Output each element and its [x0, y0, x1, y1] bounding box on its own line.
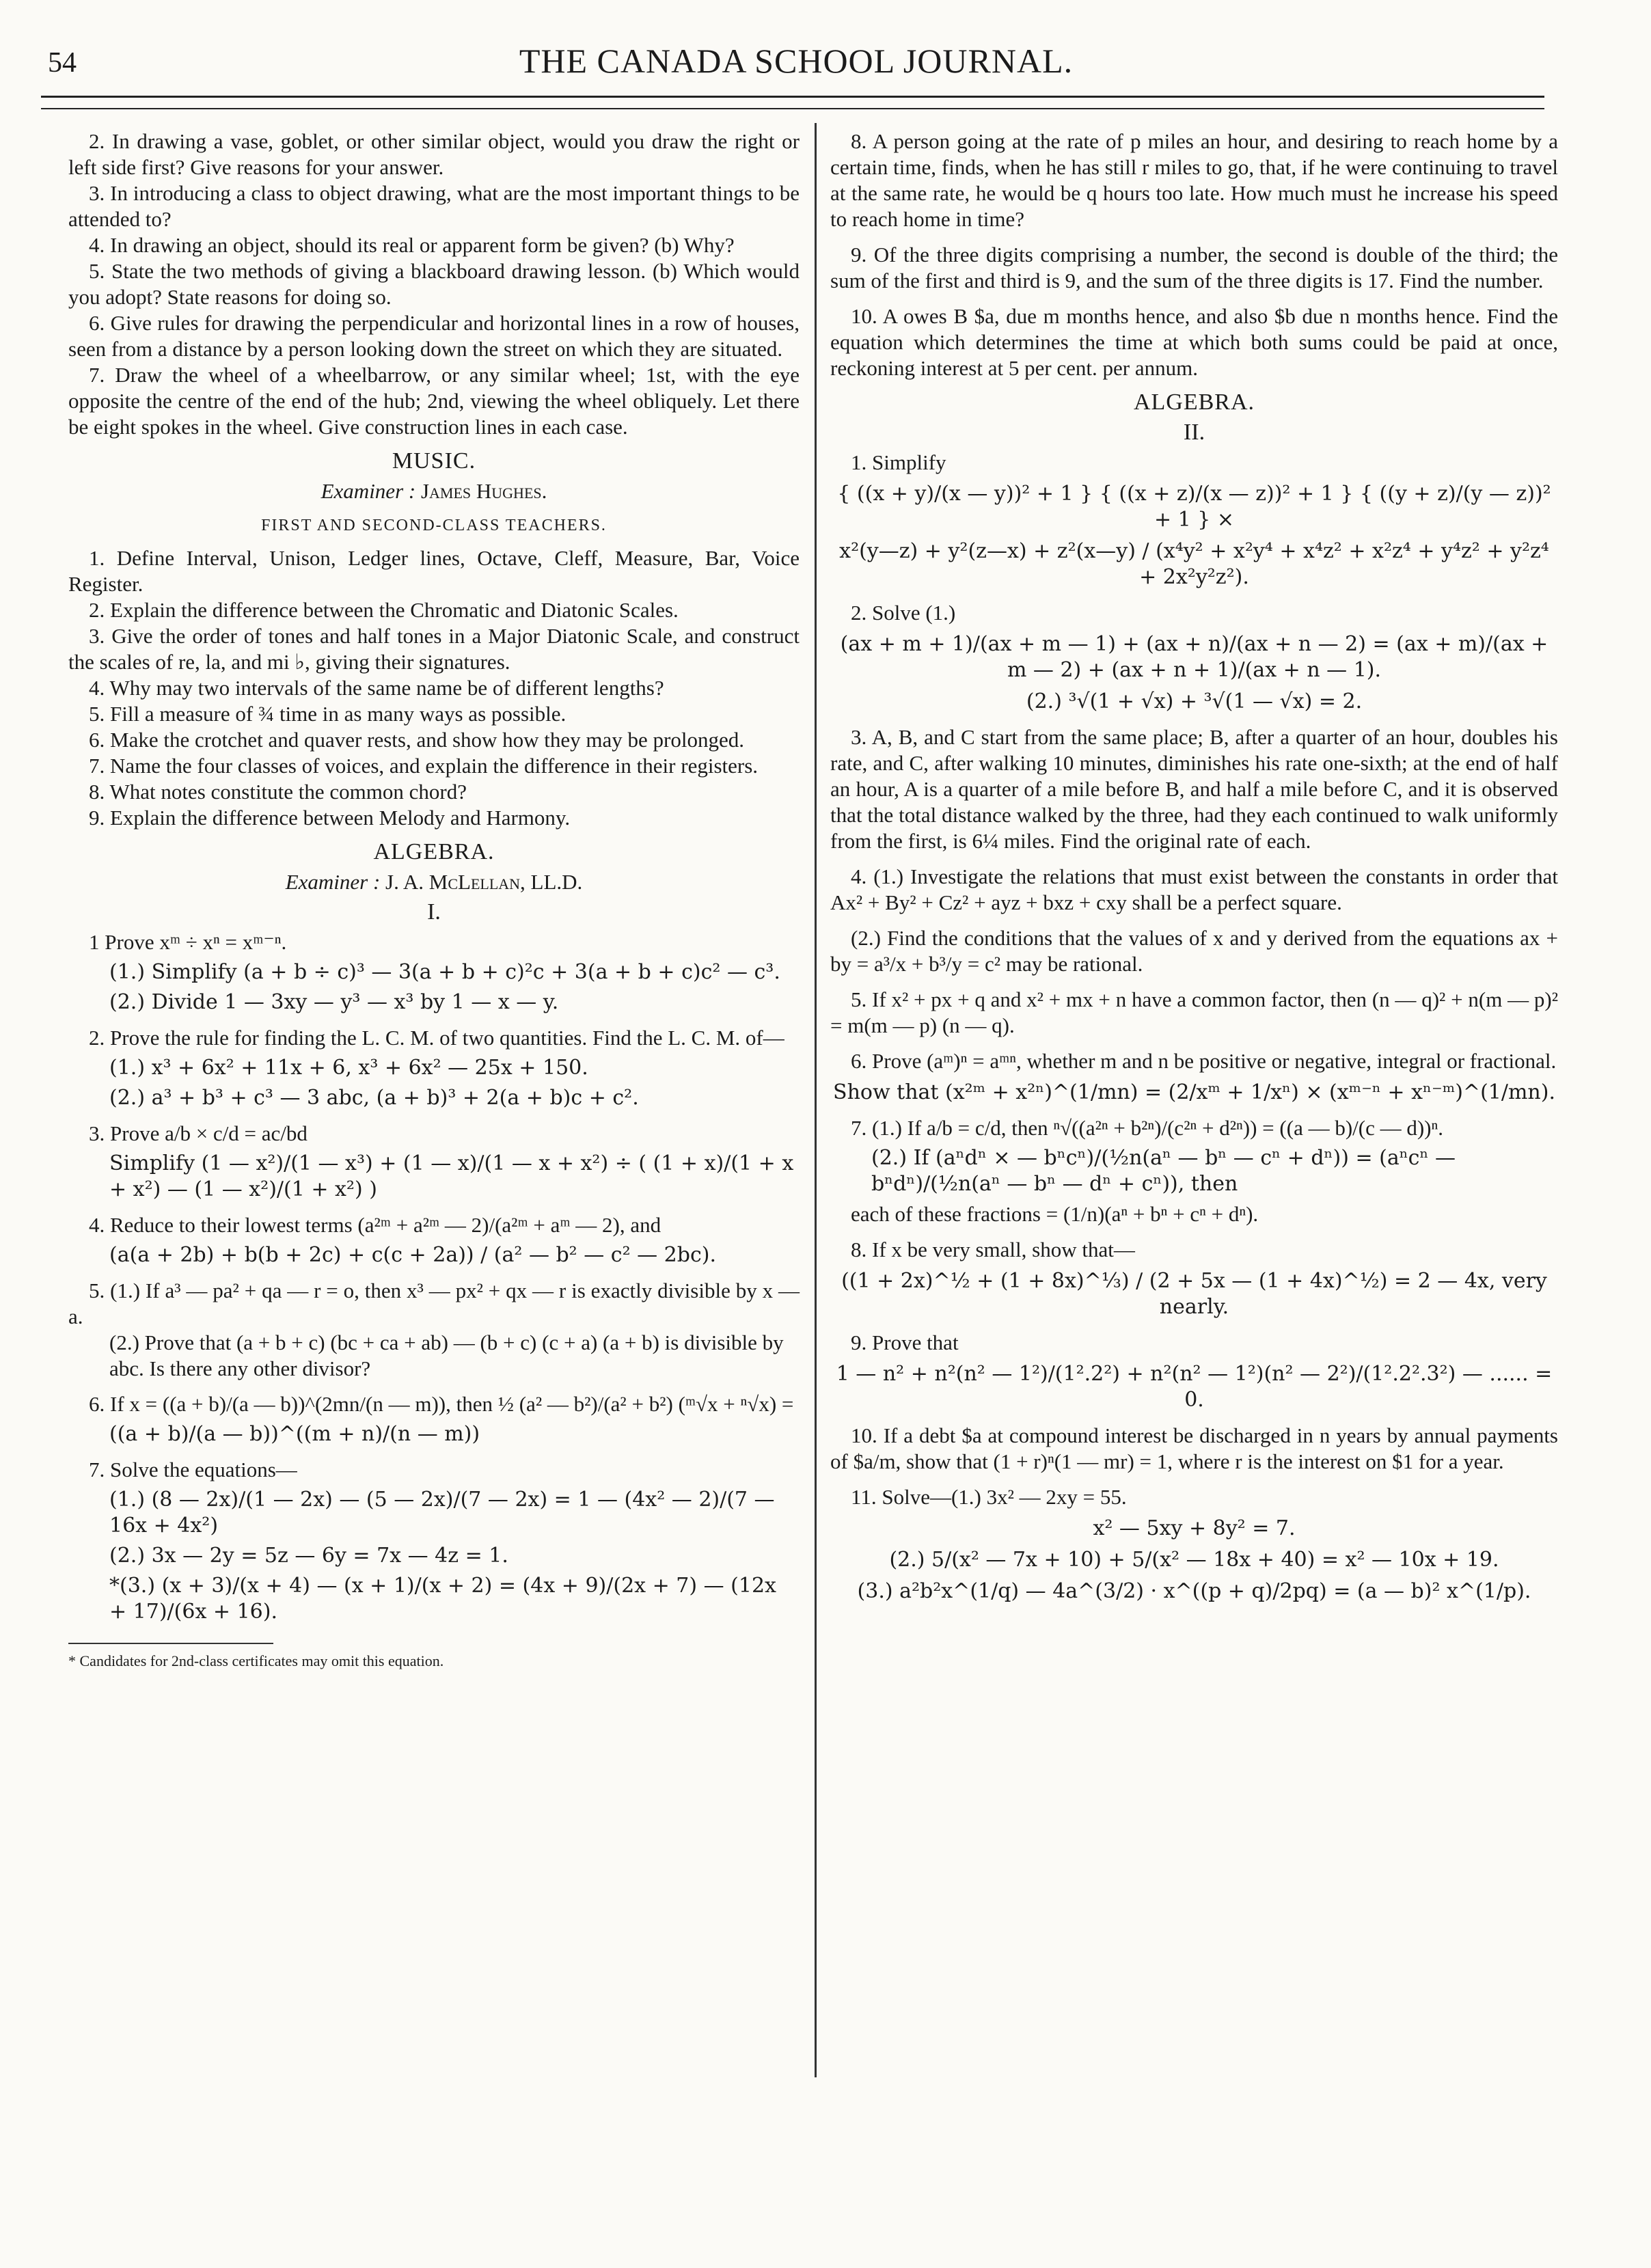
header-rule-bottom: [41, 108, 1544, 109]
drawing-question: 4. In drawing an object, should its real or apparent form be given? (b) Why?: [89, 233, 735, 257]
algebra-equation: (2.) ³√(1 + √x) + ³√(1 — √x) = 2.: [1026, 689, 1363, 713]
column-divider: [815, 123, 817, 2077]
arithmetic-question: 9. Of the three digits comprising a number, the second is double of the third; the sum of the first and third is 9, and the sum of the three digits is 17. Find the number.: [830, 243, 1558, 292]
drawing-question: 7. Draw the wheel of a wheelbarrow, or any similar wheel; 1st, with the eye opposite the centre of the end of the hub; 2nd, viewing the wheel obliquely. Let there be eight spokes in the wheel. Give construction lines in each case.: [68, 363, 800, 439]
music-question: 4. Why may two intervals of the same name be of different lengths?: [89, 676, 664, 700]
algebra-question: 3. A, B, and C start from the same place; B, after a quarter of an hour, doubles his rate, and C, after walking 10 minutes, diminishes his rate one-sixth; at the end of half an hour, A is a quarter of a mile before B, and half a mile before C, and it is observed that the total distance walked by the three, had they each continued to walk uniformly from the first, is 6¼ miles. Find the original rate of each.: [830, 725, 1558, 853]
algebra-question: 11. Solve—(1.) 3x² — 2xy = 55.: [851, 1485, 1127, 1509]
left-column: [68, 128, 800, 1674]
journal-title: THE CANADA SCHOOL JOURNAL.: [519, 42, 1074, 80]
algebra-question: 2. Solve (1.): [851, 601, 956, 625]
algebra-heading: ALGEBRA.: [1133, 390, 1255, 415]
music-question: 1. Define Interval, Unison, Ledger lines, Octave, Cleff, Measure, Bar, Voice Register.: [68, 546, 800, 596]
music-heading: MUSIC.: [392, 448, 476, 474]
algebra-expression: ((1 + 2x)^½ + (1 + 8x)^⅓) / (2 + 5x — (1 + 4x)^½) = 2 — 4x, very nearly.: [841, 1269, 1547, 1319]
header-rule-top: [41, 96, 1544, 98]
arithmetic-question: 10. A owes B $a, due m months hence, and also $b due n months hence. Find the equation which determines the time at which both sums could be paid at once, reckoning interest at 5 per cent. per annum.: [830, 304, 1558, 380]
algebra-question: 9. Prove that: [851, 1330, 959, 1354]
algebra-subquestion: (1.) x³ + 6x² + 11x + 6, x³ + 6x² — 25x + 150.: [109, 1056, 588, 1080]
algebra-expression: (a(a + 2b) + b(b + 2c) + c(c + 2a)) / (a² — b² — c² — 2bc).: [109, 1243, 717, 1267]
algebra-question: 7. (1.) If a/b = c/d, then ⁿ√((a²ⁿ + b²ⁿ)/(c²ⁿ + d²ⁿ)) = ((a — b)/(c — d))ⁿ.: [851, 1116, 1444, 1140]
algebra-paper-number: II.: [1183, 420, 1205, 445]
algebra-question: 10. If a debt $a at compound interest be discharged in n years by annual payments of $a/m, show that (1 + r)ⁿ(1 — mr) = 1, where r is the interest on $1 for a year.: [830, 1423, 1558, 1473]
algebra-equation: *(3.) (x + 3)/(x + 4) — (x + 1)/(x + 2) = (4x + 9)/(2x + 7) — (12x + 17)/(6x + 16).: [109, 1574, 776, 1624]
footnote: * Candidates for 2nd-class certificates may omit this equation.: [68, 1643, 273, 1674]
music-question: 5. Fill a measure of ¾ time in as many ways as possible.: [89, 702, 567, 726]
algebra-question: 5. If x² + px + q and x² + mx + n have a common factor, then (n — q)² + n(m — p)² = m(m — p) (n — q).: [830, 987, 1558, 1037]
algebra-question: 4. Reduce to their lowest terms (a²ᵐ + a²ᵐ — 2)/(a²ᵐ + aᵐ — 2), and: [89, 1213, 661, 1237]
algebra-question: 8. If x be very small, show that—: [851, 1238, 1135, 1261]
algebra-examiner: [68, 869, 800, 895]
music-question: 2. Explain the difference between the Chromatic and Diatonic Scales.: [89, 598, 679, 622]
algebra-subquestion: (2.) If (aⁿdⁿ × — bⁿcⁿ)/(½n(aⁿ — bⁿ — cⁿ + dⁿ)) = (aⁿcⁿ — bⁿdⁿ)/(½n(aⁿ — bⁿ — dⁿ + cⁿ)), then: [871, 1146, 1456, 1196]
music-examiner: [68, 478, 800, 504]
algebra-subquestion: (1.) Simplify (a + b ÷ c)³ — 3(a + b + c)²c + 3(a + b + c)c² — c³.: [109, 960, 780, 984]
algebra-question: 1. Simplify: [851, 450, 946, 474]
algebra-expression: each of these fractions = (1/n)(aⁿ + bⁿ + cⁿ + dⁿ).: [851, 1202, 1259, 1226]
algebra-subquestion: (2.) a³ + b³ + c³ — 3 abc, (a + b)³ + 2(a + b)c + c².: [109, 1086, 639, 1110]
algebra-question: 7. Solve the equations—: [89, 1458, 297, 1481]
algebra-expression: ((a + b)/(a — b))^((m + n)/(n — m)): [109, 1422, 480, 1446]
algebra-expression: x²(y—z) + y²(z—x) + z²(x—y) / (x⁴y² + x²y⁴ + x⁴z² + x²z⁴ + y⁴z² + y²z⁴ + 2x²y²z²).: [839, 539, 1549, 589]
algebra-equation: (2.) 5/(x² — 7x + 10) + 5/(x² — 18x + 40) = x² — 10x + 19.: [889, 1548, 1499, 1572]
music-question: 6. Make the crotchet and quaver rests, and show how they may be prolonged.: [89, 728, 745, 752]
algebra-subquestion: (2.) Prove that (a + b + c) (bc + ca + ab) — (b + c) (c + a) (a + b) is divisible by abc. Is there any other divisor?: [109, 1330, 784, 1380]
drawing-question: 6. Give rules for drawing the perpendicular and horizontal lines in a row of houses, seen from a distance by a person looking down the street on which they are situated.: [68, 311, 800, 361]
algebra-question: 6. If x = ((a + b)/(a — b))^(2mn/(n — m)), then ½ (a² — b²)/(a² + b²) (ᵐ√x + ⁿ√x) =: [89, 1392, 794, 1416]
drawing-question: 3. In introducing a class to object drawing, what are the most important things to be attended to?: [68, 181, 800, 231]
algebra-question: 4. (1.) Investigate the relations that must exist between the constants in order that Ax² + By² + Cz² + ayz + bxz + cxy shall be a perfect square.: [830, 864, 1558, 914]
algebra-equation: (2.) 3x — 2y = 5z — 6y = 7x — 4z = 1.: [109, 1544, 508, 1568]
drawing-question: 2. In drawing a vase, goblet, or other similar object, would you draw the right or left side first? Give reasons for your answer.: [68, 129, 800, 179]
page-header: [41, 41, 1551, 89]
page-number: 54: [48, 47, 77, 79]
drawing-question: 5. State the two methods of giving a blackboard drawing lesson. (b) Which would you adopt? State reasons for doing so.: [68, 259, 800, 309]
examiner-label: Examiner :: [285, 870, 381, 894]
algebra-question: 1 Prove xᵐ ÷ xⁿ = xᵐ⁻ⁿ.: [89, 930, 287, 954]
algebra-subquestion: (2.) Divide 1 — 3xy — y³ — x³ by 1 — x — y.: [109, 990, 559, 1014]
algebra-question: 3. Prove a/b × c/d = ac/bd: [89, 1121, 308, 1145]
algebra-paper-number: I.: [427, 899, 441, 925]
algebra-heading: ALGEBRA.: [373, 839, 495, 864]
arithmetic-question: 8. A person going at the rate of p miles an hour, and desiring to reach home by a certain time, finds, when he has still r miles to go, that, if he were continuing to travel at the same rate, he would be q hours too late. How much must he increase his speed to reach home in time?: [830, 129, 1558, 231]
algebra-subquestion: (2.) Find the conditions that the values of x and y derived from the equations ax + by = a³/x + b³/y = c² may be rational.: [830, 926, 1558, 976]
algebra-expression: { ((x + y)/(x — y))² + 1 } { ((x + z)/(x — z))² + 1 } { ((y + z)/(y — z))² + 1 } ×: [837, 482, 1551, 532]
music-question: 9. Explain the difference between Melody and Harmony.: [89, 806, 571, 830]
algebra-expression: 1 — n² + n²(n² — 1²)/(1².2²) + n²(n² — 1²)(n² — 2²)/(1².2².3²) — ...... = 0.: [836, 1362, 1553, 1412]
algebra-question: 5. (1.) If a³ — pa² + qa — r = o, then x³ — px² + qx — r is exactly divisible by x — a.: [68, 1279, 800, 1328]
algebra-equation: x² — 5xy + 8y² = 7.: [1093, 1516, 1296, 1540]
right-column: [830, 128, 1558, 1610]
examiner-label: Examiner :: [320, 479, 416, 503]
algebra-expression: Simplify (1 — x²)/(1 — x³) + (1 — x)/(1 — x + x²) ÷ ( (1 + x)/(1 + x + x²) — (1 — x²)/(1 + x²) ): [109, 1151, 794, 1201]
algebra-question: 6. Prove (aᵐ)ⁿ = aᵐⁿ, whether m and n be positive or negative, integral or fractional.: [851, 1049, 1557, 1073]
algebra-expression: Show that (x²ᵐ + x²ⁿ)^(1/mn) = (2/xᵐ + 1/xⁿ) × (xᵐ⁻ⁿ + xⁿ⁻ᵐ)^(1/mn).: [833, 1080, 1555, 1104]
music-question: 3. Give the order of tones and half tones in a Major Diatonic Scale, and construct the scales of re, la, and mi ♭, giving their signatures.: [68, 624, 800, 674]
music-subheading: FIRST AND SECOND-CLASS TEACHERS.: [261, 517, 607, 534]
algebra-equation: (3.) a²b²x^(1/q) — 4a^(3/2) · x^((p + q)/2pq) = (a — b)² x^(1/p).: [857, 1579, 1531, 1603]
algebra-equation: (ax + m + 1)/(ax + m — 1) + (ax + n)/(ax + n — 2) = (ax + m)/(ax + m — 2) + (ax + n + 1)/(ax + n — 1).: [840, 632, 1548, 682]
examiner-name: J. A. McLellan, LL.D.: [385, 870, 583, 894]
algebra-question: 2. Prove the rule for finding the L. C. M. of two quantities. Find the L. C. M. of—: [89, 1026, 784, 1050]
music-question: 8. What notes constitute the common chord?: [89, 780, 467, 804]
algebra-equation: (1.) (8 — 2x)/(1 — 2x) — (5 — 2x)/(7 — 2x) = 1 — (4x² — 2)/(7 — 16x + 4x²): [109, 1488, 775, 1538]
examiner-name: James Hughes.: [420, 479, 547, 503]
music-question: 7. Name the four classes of voices, and explain the difference in their registers.: [89, 754, 759, 778]
